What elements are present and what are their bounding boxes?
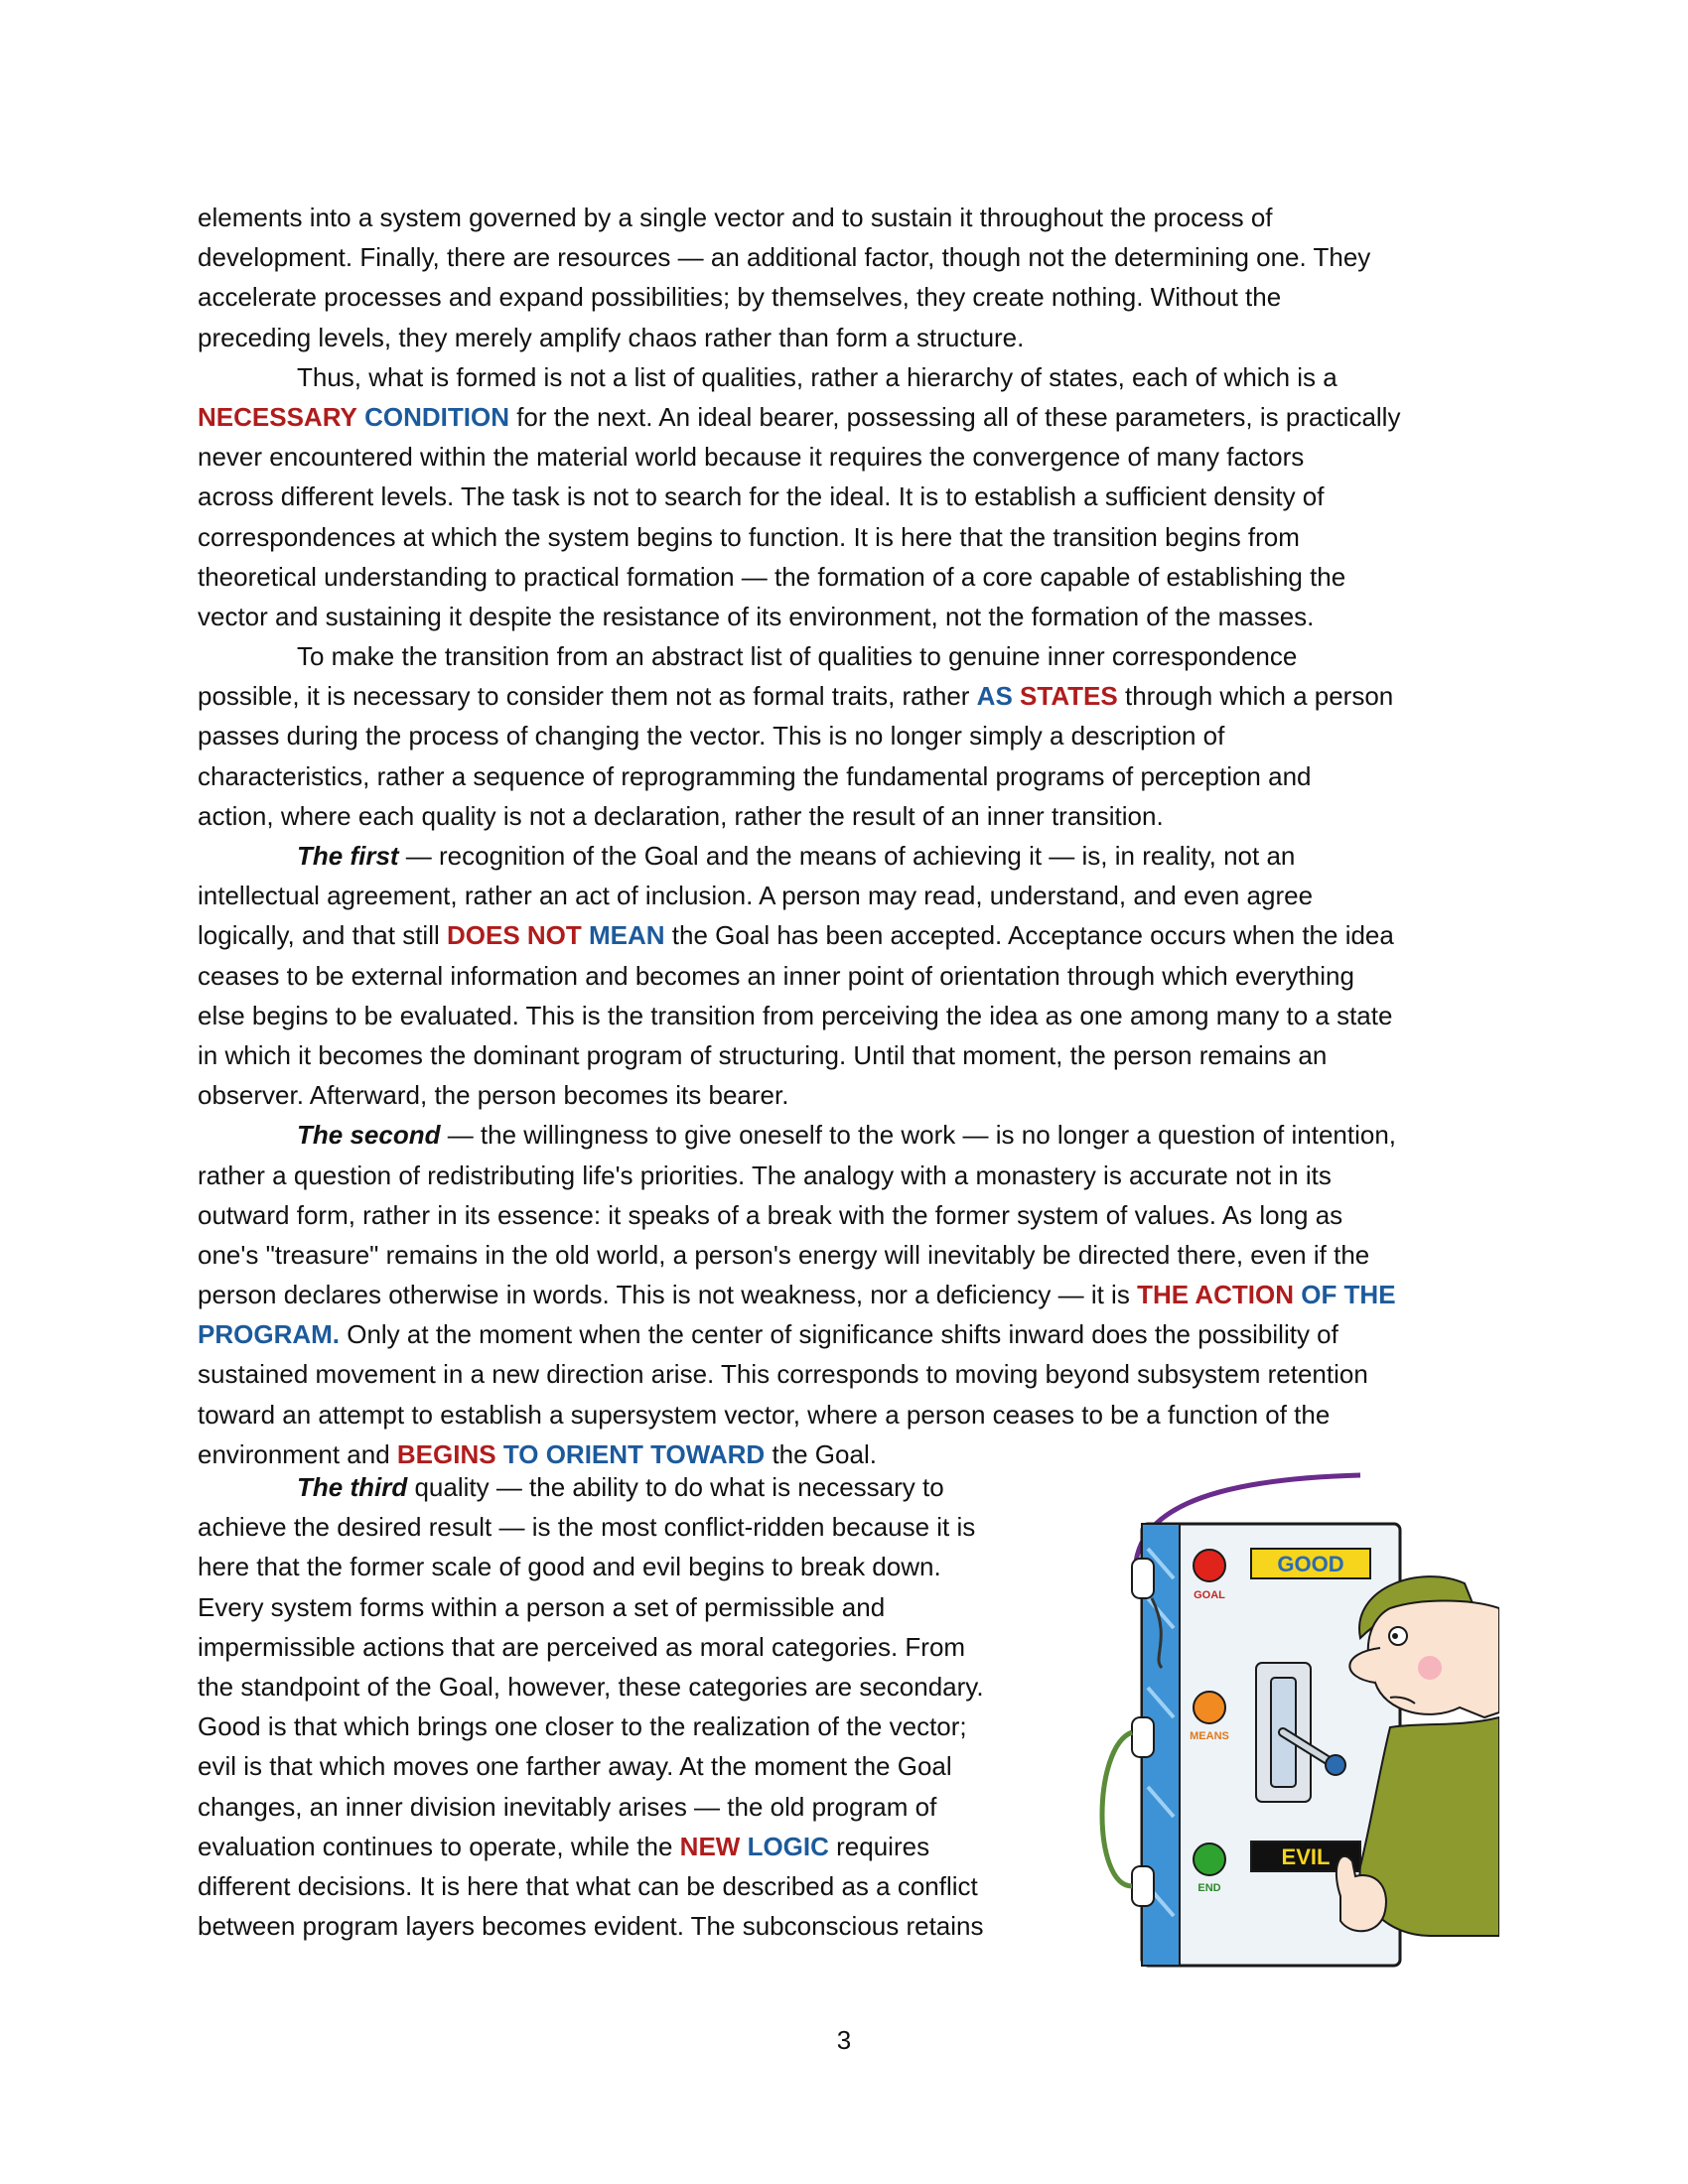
switch-knob xyxy=(1326,1755,1345,1775)
text-segment: logically, and that still xyxy=(198,920,447,951)
text-line: rather a question of redistributing life's priorities. The analogy with a monastery is accurate not in its xyxy=(198,1160,1332,1190)
page-number: 3 xyxy=(836,2025,852,2055)
text-line: ceases to be external information and becomes an inner point of orientation through which everything xyxy=(198,960,1354,991)
main-text-block xyxy=(198,198,1498,1474)
text-line: never encountered within the material world because it requires the convergence of many factors xyxy=(198,442,1305,473)
text-segment: evaluation continues to operate, while the xyxy=(198,1831,680,1861)
text-segment: environment and xyxy=(198,1438,397,1469)
soldier-cheek xyxy=(1418,1656,1442,1680)
evil-label: EVIL xyxy=(1281,1844,1331,1869)
means-light-icon xyxy=(1194,1692,1225,1723)
text-line: across different levels. The task is not to search for the ideal. It is to establish a sufficient density of xyxy=(198,481,1325,512)
highlight-logic: LOGIC xyxy=(747,1831,829,1861)
text-line: the standpoint of the Goal, however, these categories are secondary. xyxy=(198,1671,984,1702)
text-segment: through which a person xyxy=(1117,681,1394,712)
text-segment: person declares otherwise in words. This is not weakness, nor a deficiency — it is xyxy=(198,1280,1138,1310)
text-line: different decisions. It is here that what can be described as a conflict xyxy=(198,1870,978,1901)
text-line: Good is that which brings one closer to the realization of the vector; xyxy=(198,1711,967,1742)
text-segment: — the willingness to give oneself to the work — is no longer a question of intention, xyxy=(440,1120,1397,1151)
text-line xyxy=(198,915,1498,955)
text-segment: the Goal. xyxy=(765,1438,877,1469)
text-line: action, where each quality is not a declaration, rather the result of an inner transition. xyxy=(198,800,1164,831)
text-line: one's "treasure" remains in the old world, a person's energy will inevitably be directed there, even if the xyxy=(198,1239,1370,1270)
text-segment: the Goal has been accepted. Acceptance occurs when the idea xyxy=(664,920,1394,951)
text-line xyxy=(198,1314,1498,1354)
text-line: accelerate processes and expand possibilities; by themselves, they create nothing. Without the xyxy=(198,282,1282,313)
highlight-program: PROGRAM. xyxy=(198,1319,340,1350)
text-line: sustained movement in a new direction arise. This corresponds to moving beyond subsystem retention xyxy=(198,1359,1368,1390)
text-line: Every system forms within a person a set of permissible and xyxy=(198,1591,886,1622)
text-segment: quality — the ability to do what is necessary to xyxy=(407,1472,944,1502)
means-label: MEANS xyxy=(1190,1730,1229,1742)
highlight-condition: CONDITION xyxy=(364,401,509,432)
text-line xyxy=(198,1115,1498,1155)
lead-the-second: The second xyxy=(297,1120,441,1151)
highlight-necessary: NECESSARY xyxy=(198,401,357,432)
text-line: To make the transition from an abstract list of qualities to genuine inner correspondence xyxy=(297,641,1298,672)
text-line: impermissible actions that are perceived as moral categories. From xyxy=(198,1631,966,1662)
text-segment: requires xyxy=(828,1831,930,1861)
good-label: GOOD xyxy=(1277,1552,1344,1576)
lead-the-first: The first xyxy=(297,841,399,871)
text-line xyxy=(198,1467,1071,1507)
wrapped-text-block xyxy=(198,1467,1071,1946)
text-line: preceding levels, they merely amplify chaos rather than form a structure. xyxy=(198,322,1025,352)
highlight-of-the: OF THE xyxy=(1301,1280,1396,1310)
text-line: characteristics, rather a sequence of reprogramming the fundamental programs of perception and xyxy=(198,760,1312,791)
text-line xyxy=(198,1275,1498,1314)
highlight-new: NEW xyxy=(679,1831,741,1861)
text-line: vector and sustaining it despite the resistance of its environment, not the formation of the masses. xyxy=(198,601,1315,631)
text-line: else begins to be evaluated. This is the transition from perceiving the idea as one among many to a state xyxy=(198,1000,1393,1030)
highlight-states: STATES xyxy=(1020,681,1118,712)
highlight-does-not: DOES NOT xyxy=(446,920,582,951)
text-line: in which it becomes the dominant program of structuring. Until that moment, the person remains an xyxy=(198,1039,1328,1070)
hinge xyxy=(1132,1559,1154,1598)
text-line: passes during the process of changing the vector. This is no longer simply a description of xyxy=(198,721,1225,751)
goal-label: GOAL xyxy=(1194,1589,1225,1601)
text-line xyxy=(198,1827,1071,1866)
text-line xyxy=(198,397,1498,437)
text-line: between program layers becomes evident. The subconscious retains xyxy=(198,1911,984,1942)
end-light-icon xyxy=(1194,1843,1225,1875)
text-segment: possible, it is necessary to consider them not as formal traits, rather xyxy=(198,681,977,712)
text-line: development. Finally, there are resources — an additional factor, though not the determining one. They xyxy=(198,242,1371,273)
text-line: evil is that which moves one farther away. At the moment the Goal xyxy=(198,1751,952,1782)
text-line: here that the former scale of good and evil begins to break down. xyxy=(198,1552,941,1582)
text-line: toward an attempt to establish a supersystem vector, where a person ceases to be a function of the xyxy=(198,1399,1331,1430)
text-line: Thus, what is formed is not a list of qualities, rather a hierarchy of states, each of which is a xyxy=(297,361,1337,392)
text-line: elements into a system governed by a single vector and to sustain it throughout the process of xyxy=(198,203,1273,232)
highlight-the-action: THE ACTION xyxy=(1137,1280,1294,1310)
hinge xyxy=(1132,1866,1154,1906)
end-label: END xyxy=(1197,1882,1221,1894)
highlight-as: AS xyxy=(976,681,1013,712)
highlight-to-orient-toward: TO ORIENT TOWARD xyxy=(502,1438,766,1469)
text-line xyxy=(198,676,1498,716)
lead-the-third: The third xyxy=(297,1472,408,1502)
goal-light-icon xyxy=(1194,1550,1225,1581)
text-line xyxy=(198,836,1498,876)
text-segment: Only at the moment when the center of significance shifts inward does the possibility of xyxy=(340,1319,1338,1350)
hinge xyxy=(1132,1717,1154,1757)
text-segment: for the next. An ideal bearer, possessing all of these parameters, is practically xyxy=(508,401,1401,432)
text-line: intellectual agreement, rather an act of inclusion. A person may read, understand, and even agree xyxy=(198,881,1314,911)
text-line: observer. Afterward, the person becomes its bearer. xyxy=(198,1080,789,1111)
text-line: outward form, rather in its essence: it speaks of a break with the former system of values. As long as xyxy=(198,1199,1343,1230)
text-line: theoretical understanding to practical formation — the formation of a core capable of establishing the xyxy=(198,561,1346,592)
highlight-begins: BEGINS xyxy=(396,1438,496,1469)
switch-panel-illustration xyxy=(1092,1469,1499,1985)
text-line: correspondences at which the system begins to function. It is here that the transition begins from xyxy=(198,521,1300,552)
text-line: achieve the desired result — is the most conflict-ridden because it is xyxy=(198,1512,976,1543)
highlight-mean: MEAN xyxy=(589,920,665,951)
text-segment: — recognition of the Goal and the means of achieving it — is, in reality, not an xyxy=(398,841,1296,871)
text-line: changes, an inner division inevitably arises — the old program of xyxy=(198,1791,937,1822)
